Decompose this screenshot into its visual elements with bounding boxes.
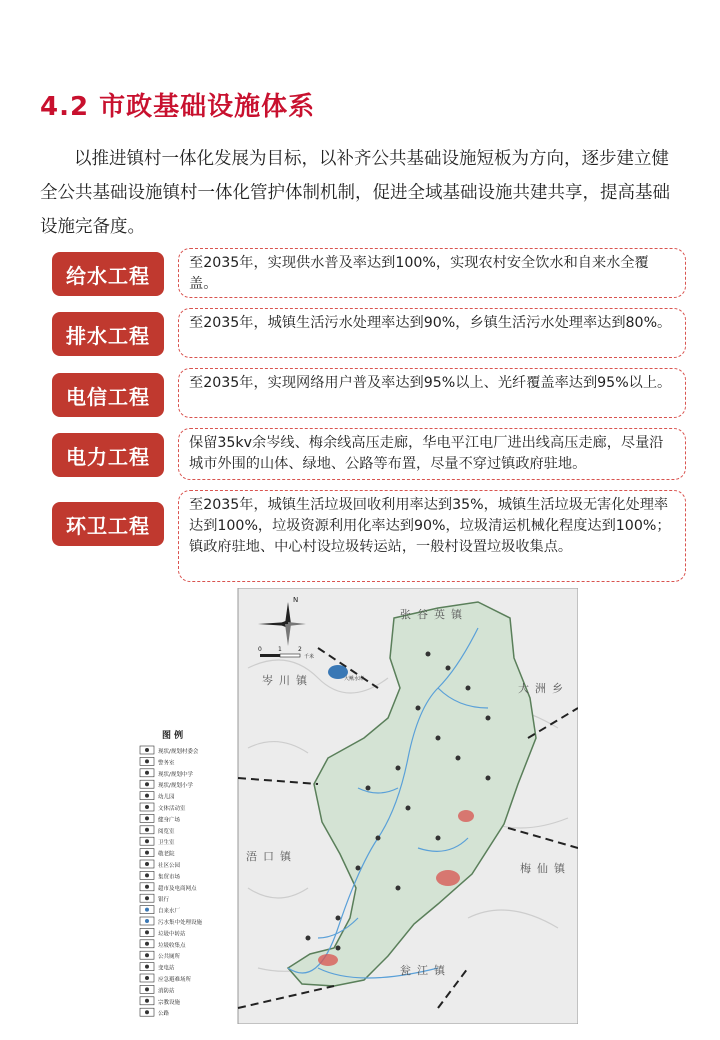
item-text: 至2035年，城镇生活垃圾回收利用率达到35%，城镇生活垃圾无害化处理率达到100%，垃圾资源利用化率达到90%，垃圾清运机械化程度达到100%；镇政府驻地、中心村设垃圾转运站，一般村设置垃圾收集点。 — [178, 490, 686, 582]
legend-item-label: 宗教设施 — [158, 999, 181, 1006]
map-legend — [138, 724, 234, 1024]
scale-tick: 1 — [278, 646, 282, 653]
item-text: 至2035年，实现供水普及率达到100%，实现农村安全饮水和自来水全覆盖。 — [178, 248, 686, 298]
legend-item-label: 变电站 — [158, 965, 175, 972]
item-text: 至2035年，城镇生活污水处理率达到90%，乡镇生活污水处理率达到80%。 — [178, 308, 686, 358]
legend-symbol-dot — [145, 953, 149, 957]
legend-symbol-dot — [145, 805, 149, 809]
item-label: 电信工程 — [52, 373, 164, 417]
item-label: 环卫工程 — [52, 502, 164, 546]
item-label: 排水工程 — [52, 312, 164, 356]
legend-symbol-dot — [145, 782, 149, 786]
north-label: N — [293, 596, 299, 604]
town-label: 张谷英镇 — [400, 608, 468, 621]
legend-item-label: 健身广场 — [158, 817, 181, 824]
legend-symbol-dot — [145, 828, 149, 832]
section-title-text: 市政基础设施体系 — [99, 92, 316, 122]
legend-item-label: 幼儿园 — [158, 794, 175, 801]
legend-item-label: 敬老院 — [158, 851, 175, 858]
item-text: 至2035年，实现网络用户普及率达到95%以上、光纤覆盖率达到95%以上。 — [178, 368, 686, 418]
legend-symbol-dot — [145, 816, 149, 820]
legend-symbol-dot — [145, 919, 149, 923]
legend-symbol-dot — [145, 976, 149, 980]
item-label: 电力工程 — [52, 433, 164, 477]
town-label: 大洲乡 — [518, 682, 569, 695]
intro-paragraph: 以推进镇村一体化发展为目标，以补齐公共基础设施短板为方向，逐步建立健全公共基础设施镇村一体化管护体制机制，促进全域基础设施共建共享，提高基础设施完备度。 — [40, 149, 670, 237]
legend-symbol-dot — [145, 885, 149, 889]
legend-symbol-dot — [145, 942, 149, 946]
section-number: 4.2 — [40, 92, 90, 122]
legend-item-label: 垃圾收集点 — [158, 942, 186, 949]
town-label: 岑川镇 — [262, 674, 313, 687]
legend-symbol-dot — [145, 839, 149, 843]
legend-item-label: 自来水厂 — [158, 908, 181, 915]
legend-item-label: 集贸市场 — [158, 874, 181, 881]
legend-item-label: 应急避难场所 — [158, 977, 192, 983]
legend-symbol-dot — [145, 873, 149, 877]
legend-item-label: 文体活动室 — [158, 806, 186, 812]
scale-unit: 千米 — [304, 654, 315, 660]
legend-symbol-dot — [145, 930, 149, 934]
legend-item-label: 公路 — [158, 1011, 170, 1018]
town-label: 梅仙镇 — [520, 862, 571, 875]
town-label: 瓮江镇 — [400, 964, 451, 977]
legend-item-label: 银行 — [158, 897, 170, 904]
legend-item-label: 现状/规划小学 — [158, 783, 193, 790]
legend-item-label: 阅览室 — [158, 828, 175, 835]
legend-item-label: 社区公园 — [158, 863, 181, 869]
scale-tick: 2 — [298, 646, 302, 653]
legend-symbol-dot — [145, 771, 149, 775]
town-label: 浯口镇 — [246, 850, 297, 863]
legend-title: 图 例 — [162, 731, 184, 741]
legend-item-label: 消防站 — [158, 988, 175, 995]
legend-symbol-dot — [145, 851, 149, 855]
legend-item-label: 卫生室 — [158, 840, 175, 847]
legend-symbol-dot — [145, 908, 149, 912]
legend-item-label: 超市及电商网点 — [158, 885, 197, 892]
reservoir-label: 大鳅水库 — [344, 676, 365, 682]
legend-symbol-dot — [145, 794, 149, 798]
item-text: 保留35kv余岑线、梅余线高压走廊，华电平江电厂进出线高压走廊，尽量沿城市外围的山体、绿地、公路等布置，尽量不穿过镇政府驻地。 — [178, 428, 686, 480]
legend-item-label: 垃圾中转站 — [158, 931, 186, 938]
legend-item-label: 污水集中处理设施 — [158, 920, 203, 926]
legend-symbol-dot — [145, 999, 149, 1003]
legend-item-label: 警务室 — [158, 760, 175, 767]
legend-symbol-dot — [145, 759, 149, 763]
item-label: 给水工程 — [52, 252, 164, 296]
legend-item-label: 公共厕所 — [158, 954, 181, 961]
legend-symbol-dot — [145, 1010, 149, 1014]
legend-symbol-dot — [145, 896, 149, 900]
legend-symbol-dot — [145, 987, 149, 991]
scale-tick: 0 — [258, 646, 262, 653]
section-title — [40, 86, 315, 123]
legend-item-label: 现状/规划村委会 — [158, 749, 199, 755]
town-infrastructure-map — [138, 588, 578, 1024]
legend-symbol-dot — [145, 748, 149, 752]
legend-symbol-dot — [145, 862, 149, 866]
legend-symbol-dot — [145, 965, 149, 969]
legend-item-label: 现状/规划中学 — [158, 771, 193, 778]
